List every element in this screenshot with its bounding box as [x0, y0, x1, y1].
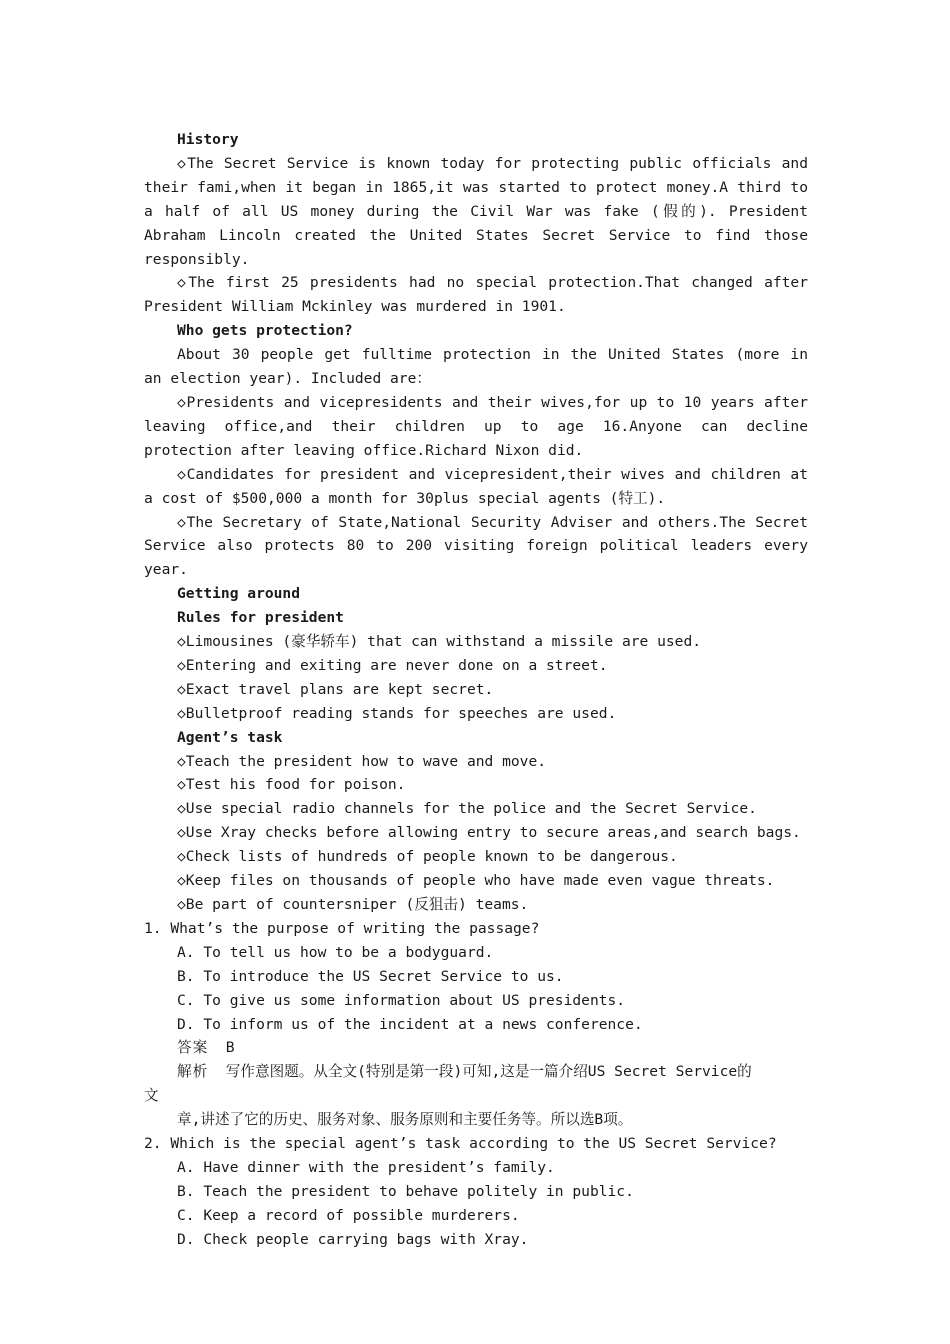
task-item: ◇Be part of countersniper (反狙击) teams. — [177, 896, 529, 913]
rule-item: ◇Bulletproof reading stands for speeches are used. — [177, 704, 617, 722]
history-paragraph-1: ◇The Secret Service is known today for protecting public officials and their fami,when it began in 1865,it was started to protect money.A third to a half of all US money during the Civil War was fake (假的). President Abraham Lincoln created the United States Secret Service to find those responsibly. — [144, 154, 808, 268]
question-2-option-d: D. Check people carrying bags with Xray. — [177, 1230, 529, 1248]
question-1-analysis-cont: 文 — [144, 1087, 159, 1105]
question-1-analysis — [144, 1060, 808, 1084]
section-heading-getting-around: Getting around — [177, 585, 301, 603]
protection-intro: About 30 people get fulltime protection in the United States (more in an election year). Included are： — [144, 346, 808, 388]
answer-value: B — [225, 1039, 235, 1057]
question-2-option-c: C. Keep a record of possible murderers. — [177, 1206, 520, 1224]
task-item: ◇Use Xray checks before allowing entry to secure areas,and search bags. — [177, 824, 801, 842]
task-item: ◇Use special radio channels for the police and the Secret Service. — [177, 800, 757, 818]
task-item: ◇Test his food for poison. — [177, 776, 406, 794]
task-item: ◇Teach the president how to wave and move. — [177, 752, 547, 770]
question-1-option-c: C. To give us some information about US presidents. — [177, 991, 626, 1009]
analysis-text-1: 写作意图题。从全文(特别是第一段)可知,这是一篇介绍US Secret Service的 — [225, 1063, 752, 1081]
protection-item: ◇Candidates for president and vicepresident,their wives and children at a cost of $500,000 a month for 30plus special agents (特工). — [144, 465, 808, 507]
rule-item: ◇Exact travel plans are kept secret. — [177, 680, 494, 698]
task-item: ◇Check lists of hundreds of people known to be dangerous. — [177, 848, 678, 866]
history-paragraph-2: ◇The first 25 presidents had no special protection.That changed after President William Mckinley was murdered in 1901. — [144, 274, 808, 316]
protection-item: ◇The Secretary of State,National Security Adviser and others.The Secret Service also protects 80 to 200 visiting foreign political leaders every year. — [144, 513, 808, 579]
question-1-option-a: A. To tell us how to be a bodyguard. — [177, 943, 494, 961]
question-2-stem: 2. Which is the special agent’s task according to the US Secret Service? — [144, 1135, 777, 1153]
section-heading-history: History — [177, 131, 239, 148]
question-1-option-b: B. To introduce the US Secret Service to us. — [177, 967, 564, 985]
document-page — [144, 128, 808, 1252]
task-item: ◇Keep files on thousands of people who have made even vague threats. — [177, 872, 775, 890]
question-1-option-d: D. To inform us of the incident at a news conference. — [177, 1015, 643, 1033]
answer-label: 答案 — [177, 1039, 209, 1057]
question-1-stem: 1. What’s the purpose of writing the passage? — [144, 919, 540, 937]
question-1-answer — [144, 1036, 808, 1060]
section-heading-protection: Who gets protection? — [177, 322, 353, 340]
protection-item: ◇Presidents and vicepresidents and their wives,for up to 10 years after leaving office,and their children up to age 16.Anyone can decline protection after leaving office.Richard Nixon did. — [144, 393, 808, 459]
rule-item: ◇Limousines (豪华轿车) that can withstand a missile are used. — [177, 633, 702, 651]
question-2-option-a: A. Have dinner with the president’s family. — [177, 1158, 555, 1176]
analysis-label: 解析 — [177, 1063, 209, 1081]
subheading-rules: Rules for president — [177, 609, 344, 627]
rule-item: ◇Entering and exiting are never done on a street. — [177, 656, 608, 674]
question-1-analysis-cont: 章,讲述了它的历史、服务对象、服务原则和主要任务等。所以选B项。 — [177, 1111, 633, 1129]
section-heading-agent-task: Agent’s task — [177, 728, 283, 746]
question-2-option-b: B. Teach the president to behave politely in public. — [177, 1182, 634, 1200]
